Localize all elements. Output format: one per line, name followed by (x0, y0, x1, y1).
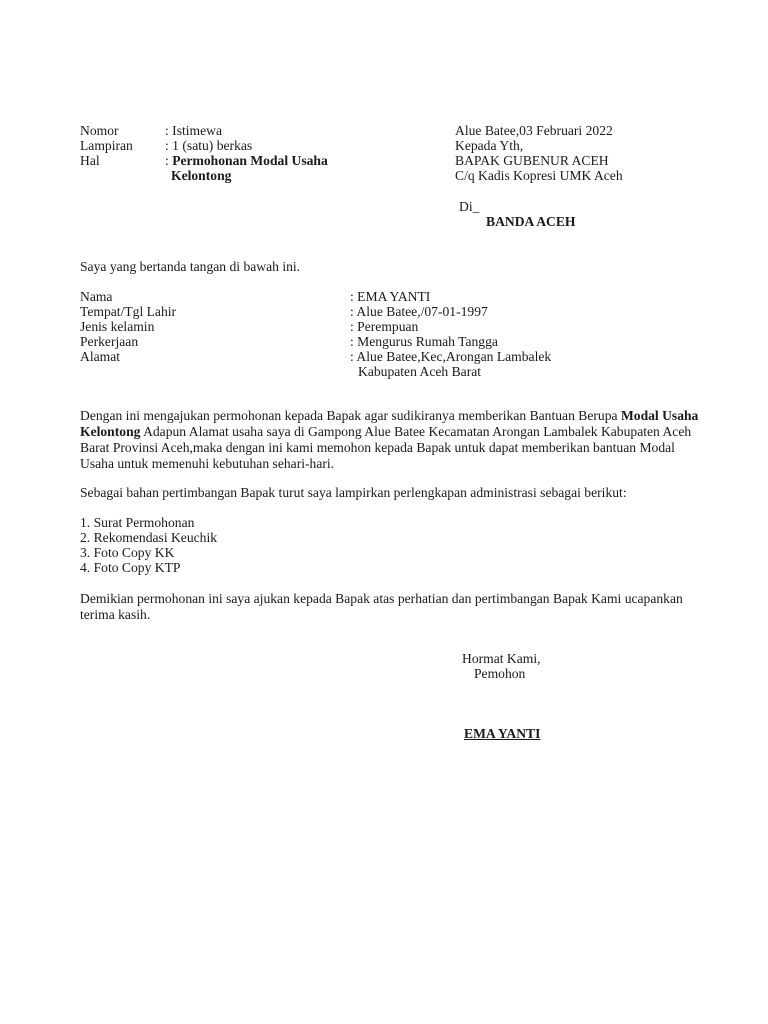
recipient-cq: C/q Kadis Kopresi UMK Aceh (455, 168, 623, 183)
body-paragraph-1 (80, 408, 712, 472)
kepada-yth: Kepada Yth, (455, 138, 524, 153)
lampiran-value: : 1 (satu) berkas (165, 138, 253, 153)
identity-label: Alamat (80, 349, 121, 364)
hal-subject-line2: Kelontong (171, 168, 232, 183)
identity-label: Jenis kelamin (80, 319, 155, 334)
hal-value (165, 153, 328, 168)
identity-value: : Mengurus Rumah Tangga (350, 334, 498, 349)
intro-text: Saya yang bertanda tangan di bawah ini. (80, 259, 301, 274)
list-item: 2. Rekomendasi Keuchik (80, 530, 218, 545)
closing-paragraph: Demikian permohonan ini saya ajukan kepada Bapak atas perhatian dan pertimbangan Bapak Kami ucapankan terima kasih. (80, 591, 683, 622)
identity-value: : EMA YANTI (350, 289, 431, 304)
body-paragraph-2: Sebagai bahan pertimbangan Bapak turut saya lampirkan perlengkapan administrasi sebagai berikut: (80, 485, 627, 500)
identity-label: Tempat/Tgl Lahir (80, 304, 177, 319)
list-item: 4. Foto Copy KTP (80, 560, 181, 575)
address-continuation: Kabupaten Aceh Barat (358, 364, 482, 379)
place-date: Alue Batee,03 Februari 2022 (455, 123, 613, 138)
signature-greeting: Hormat Kami, (462, 651, 541, 666)
p1-end: Adapun Alamat usaha saya di Gampong Alue Batee Kecamatan Arongan Lambalek Kabupaten Aceh Barat Provinsi Aceh,maka dengan ini kami memohon kepada Bapak untuk dapat memberikan bantuan Modal Usaha untuk memenuhi kebutuhan sehari-hari. (80, 424, 692, 471)
nomor-label: Nomor (80, 123, 119, 138)
hal-subject-line1: Permohonan Modal Usaha (172, 153, 328, 168)
identity-value: : Perempuan (350, 319, 419, 334)
list-item: 3. Foto Copy KK (80, 545, 175, 560)
identity-value: : Alue Batee,Kec,Arongan Lambalek (350, 349, 552, 364)
hal-label: Hal (80, 153, 100, 168)
hal-colon: : (165, 153, 173, 168)
identity-label: Nama (80, 289, 113, 304)
lampiran-label: Lampiran (80, 138, 133, 153)
identity-value: : Alue Batee,/07-01-1997 (350, 304, 488, 319)
signature-role: Pemohon (474, 666, 526, 681)
recipient-city: BANDA ACEH (486, 214, 576, 229)
recipient: BAPAK GUBENUR ACEH (455, 153, 609, 168)
p1-start: Dengan ini mengajukan permohonan kepada Bapak agar sudikiranya memberikan Bantuan Berupa (80, 408, 621, 423)
signature-name: EMA YANTI (464, 726, 541, 741)
list-item: 1. Surat Permohonan (80, 515, 195, 530)
nomor-value: : Istimewa (165, 123, 223, 138)
p1-bold: Modal Usaha Kelontong (80, 408, 699, 439)
di-label: Di_ (459, 199, 480, 214)
identity-label: Perkerjaan (80, 334, 139, 349)
